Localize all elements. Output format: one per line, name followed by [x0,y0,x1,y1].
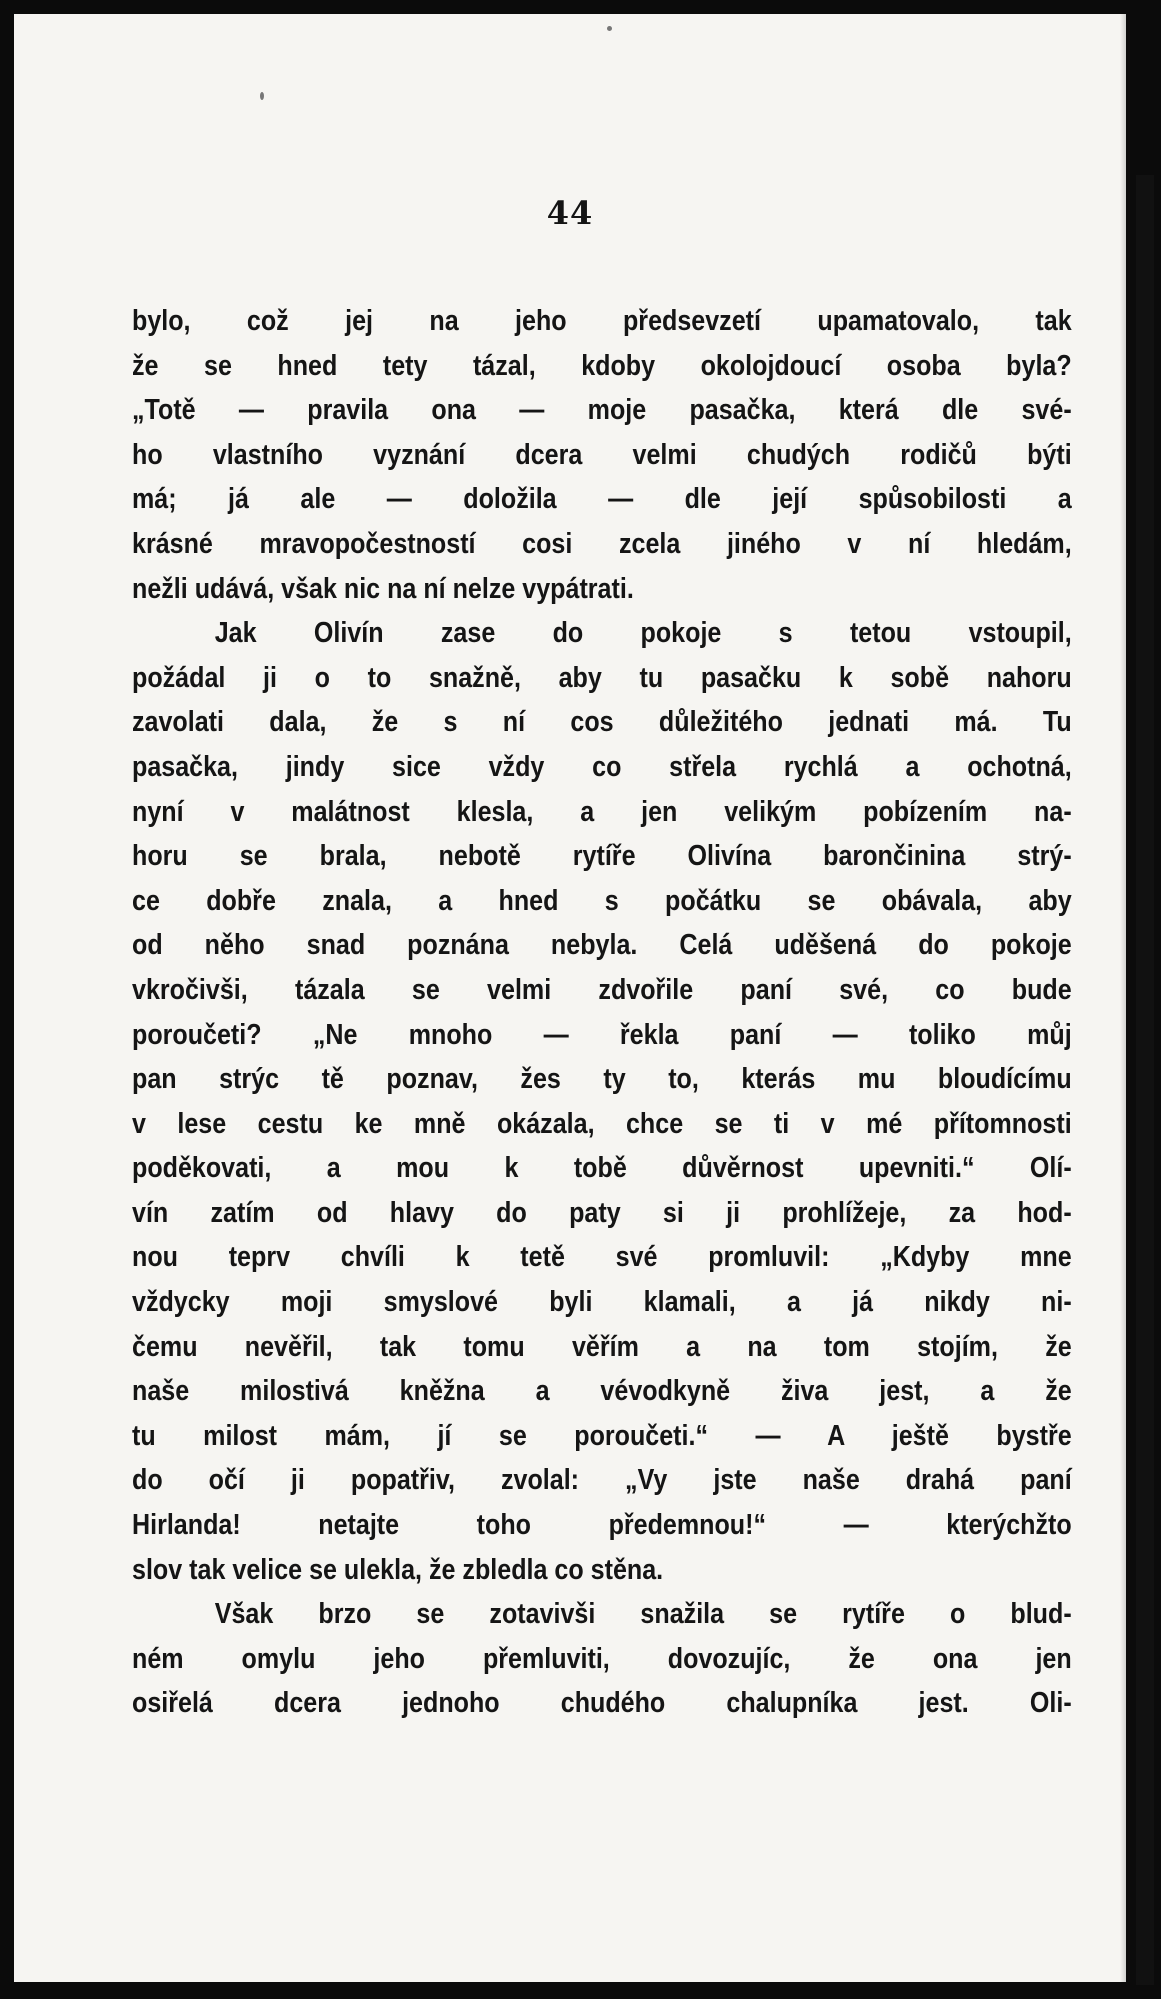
text-line: tu milost mám, jí se poroučeti.“ — A ještě bystře [132,1419,1072,1452]
text-line: osiřelá dcera jednoho chudého chalupníka jest. Oli- [132,1687,1072,1720]
scan-border [1136,175,1154,1985]
text-line: vín zatím od hlavy do paty si ji prohlížeje, za hod- [132,1196,1072,1229]
text-line: ném omylu jeho přemluviti, dovozujíc, že ona jen [132,1642,1072,1675]
book-page [14,14,1126,1982]
text-line: čemu nevěřil, tak tomu věřím a na tom stojím, že [132,1330,1072,1363]
text-line: poroučeti? „Ne mnoho — řekla paní — toliko můj [132,1018,1072,1051]
text-line: nežli udává, však nic na ní nelze vypátrati. [132,572,634,605]
text-line: od něho snad poznána nebyla. Celá uděšená do pokoje [132,929,1072,962]
text-line: nyní v malátnost klesla, a jen velikým pobízením na- [132,795,1072,828]
text-line: požádal ji o to snažně, aby tu pasačku k sobě nahoru [132,661,1072,694]
text-line: nou teprv chvíli k tetě své promluvil: „Kdyby mne [132,1241,1072,1274]
text-line: vkročivši, tázala se velmi zdvořile paní své, co bude [132,973,1072,1006]
text-line: Hirlanda! netajte toho předemnou!“ — kterýchžto [132,1509,1072,1542]
text-line: poděkovati, a mou k tobě důvěrnost upevniti.“ Olí- [132,1152,1072,1185]
text-line: v lese cestu ke mně okázala, chce se ti v mé přítomnosti [132,1107,1072,1140]
text-line: ce dobře znala, a hned s počátku se obávala, aby [132,884,1072,917]
body-text [132,299,1072,1726]
page-edge-shadow [1120,14,1126,1982]
page-number: 44 [546,194,594,232]
text-line: krásné mravopočestností cosi zcela jiného v ní hledám, [132,527,1072,560]
dust-speck [260,92,264,100]
text-line: pasačka, jindy sice vždy co střela rychlá a ochotná, [132,750,1072,783]
text-line: slov tak velice se ulekla, že zbledla co stěna. [132,1553,664,1586]
dust-speck [607,26,612,31]
text-line: zavolati dala, že s ní cos důležitého jednati má. Tu [132,706,1072,739]
text-line: naše milostivá kněžna a vévodkyně živa jest, a že [132,1375,1072,1408]
text-line: ho vlastního vyznání dcera velmi chudých rodičů býti [132,438,1072,471]
text-line: Jak Olivín zase do pokoje s tetou vstoupil, [214,617,1072,650]
text-line: bylo, což jej na jeho předsevzetí upamatovalo, tak [132,305,1072,337]
text-line: „Totě — pravila ona — moje pasačka, která dle své- [132,394,1072,427]
text-line: pan strýc tě poznav, žes ty to, kterás mu bloudícímu [132,1063,1072,1096]
text-line: Však brzo se zotavivši snažila se rytíře o blud- [214,1598,1072,1631]
text-line: horu se brala, nebotě rytíře Olivína barončinina strý- [132,840,1072,873]
text-line: má; já ale — doložila — dle její spůsobilosti a [132,483,1072,516]
text-line: že se hned tety tázal, kdoby okolojdoucí osoba byla? [132,349,1072,382]
text-line: do očí ji popatřiv, zvolal: „Vy jste naše drahá paní [132,1464,1072,1497]
text-line: vždycky moji smyslové byli klamali, a já nikdy ni- [132,1286,1072,1319]
